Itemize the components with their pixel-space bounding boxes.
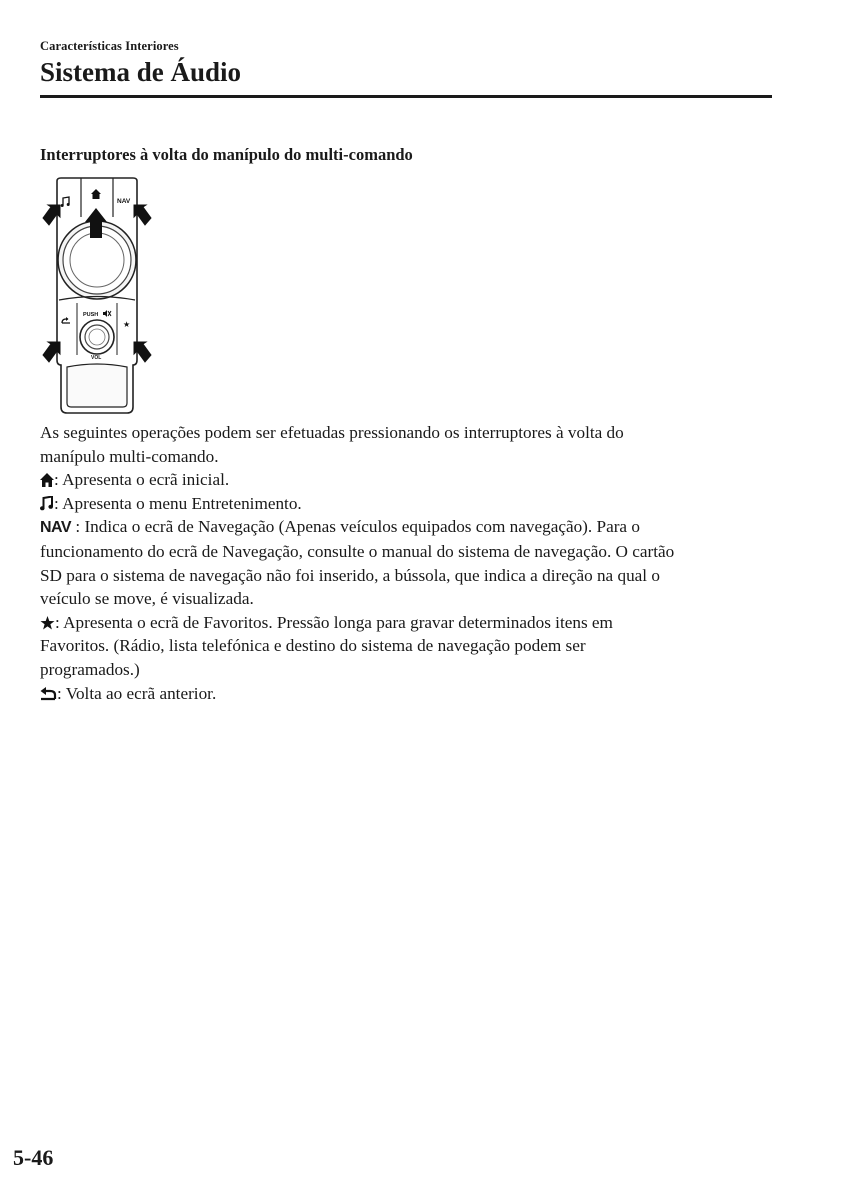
back-icon	[40, 687, 57, 701]
page-title: Sistema de Áudio	[40, 57, 242, 87]
subheading: Interruptores à volta do manípulo do multi-comando	[40, 145, 413, 164]
title-divider	[40, 95, 772, 98]
push-label: PUSH	[83, 312, 99, 318]
commander-knob-figure	[37, 175, 167, 417]
star-icon: ★	[123, 320, 131, 329]
favorites-item-text: : Apresenta o ecrã de Favoritos. Pressão longa para gravar determinados itens em	[55, 612, 613, 632]
nav-symbol: NAV	[40, 519, 72, 537]
body-text	[40, 421, 775, 705]
nav-item-continued: veículo se move, é visualizada.	[40, 589, 254, 609]
favorites-item-continued: programados.)	[40, 659, 140, 679]
music-item	[40, 492, 775, 516]
nav-item-text: : Indica o ecrã de Navegação (Apenas veículos equipados com navegação). Para o	[75, 517, 640, 537]
intro-line: As seguintes operações podem ser efetuadas pressionando os interruptores à volta do	[40, 423, 624, 442]
favorites-item-continued: Favoritos. (Rádio, lista telefónica e destino do sistema de navegação podem ser	[40, 636, 586, 656]
favorites-item	[40, 611, 775, 635]
back-item-text: : Volta ao ecrã anterior.	[57, 683, 217, 703]
home-icon	[40, 473, 54, 487]
section-label: Características Interiores	[40, 39, 179, 53]
page-number: 5-46	[13, 1145, 54, 1170]
music-item-text: : Apresenta o menu Entretenimento.	[54, 493, 302, 513]
commander-knob-illustration	[37, 175, 167, 417]
nav-item	[40, 515, 775, 540]
nav-label: NAV	[117, 198, 131, 205]
home-item-text: : Apresenta o ecrã inicial.	[54, 470, 230, 490]
vol-label: VOL	[91, 355, 102, 361]
nav-item-continued: SD para o sistema de navegação não foi inserido, a bússola, que indica a direção na qual o	[40, 565, 660, 585]
star-icon	[40, 616, 55, 630]
intro-line: manípulo multi-comando.	[40, 446, 219, 466]
back-item	[40, 682, 775, 706]
music-note-icon	[40, 496, 54, 511]
home-item	[40, 468, 775, 492]
nav-item-continued: funcionamento do ecrã de Navegação, consulte o manual do sistema de navegação. O cartão	[40, 541, 675, 561]
